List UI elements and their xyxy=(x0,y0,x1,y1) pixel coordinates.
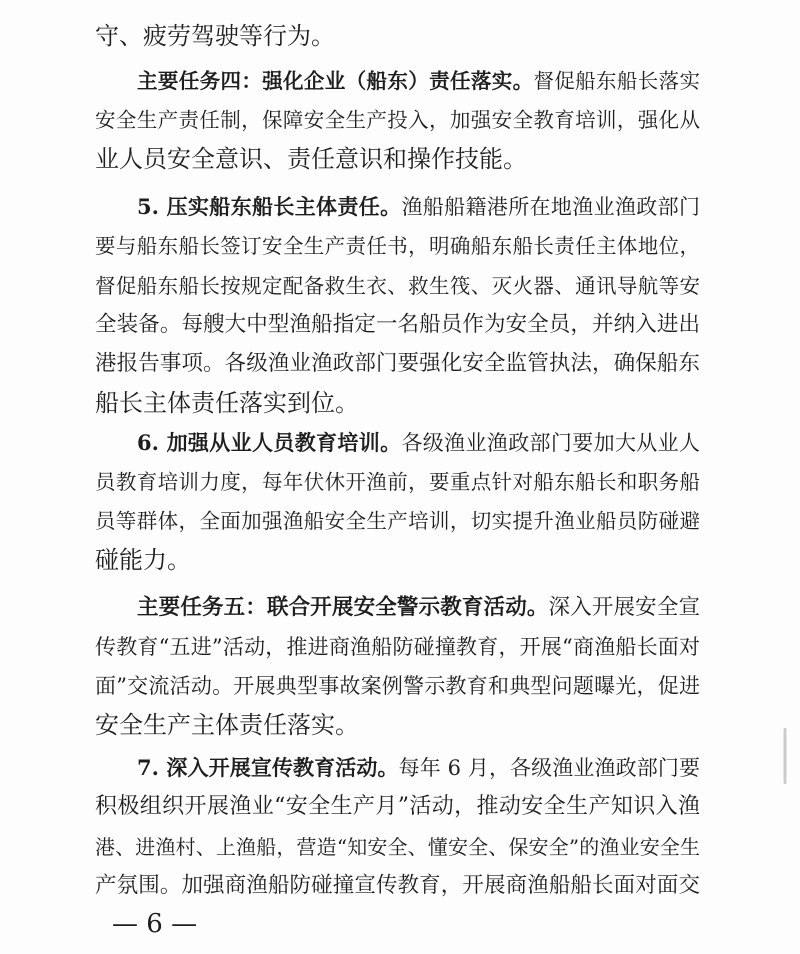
line-text: 督促船东船长按规定配备救生衣、救生筏、灭火器、通讯导航等安 xyxy=(95,274,700,298)
text-line xyxy=(95,706,700,744)
line-text: 守、疲劳驾驶等行为。 xyxy=(95,22,335,50)
text-line xyxy=(95,267,700,305)
text-line xyxy=(95,384,700,422)
line-text: 船长主体责任落实到位。 xyxy=(95,389,359,417)
task-four-heading: 主要任务四：强化企业（船东）责任落实。 xyxy=(137,69,534,93)
item-heading-line xyxy=(137,749,700,787)
line-text: 员教育培训力度，每年伏休开渔前，要重点针对船东船长和职务船 xyxy=(95,470,700,494)
task-heading-line xyxy=(137,62,700,100)
text-line xyxy=(95,17,700,55)
text-line xyxy=(95,306,700,344)
task-heading-line xyxy=(137,589,700,627)
text-line xyxy=(95,788,700,826)
text-line xyxy=(95,502,700,540)
line-text: 渔船船籍港所在地渔业渔政部门 xyxy=(401,195,701,219)
line-text: 安全生产责任制，保障安全生产投入，加强安全教育培训，强化从 xyxy=(95,108,700,132)
text-line xyxy=(95,345,700,383)
line-text: 碰能力。 xyxy=(95,546,191,574)
item-heading-line xyxy=(137,424,700,462)
line-text: 安全生产主体责任落实。 xyxy=(95,711,359,739)
line-text: 积极组织开展渔业“安全生产月”活动，推动安全生产知识入渔 xyxy=(95,794,700,819)
line-text: 各级渔业渔政部门要加大从业人 xyxy=(401,431,701,455)
text-line xyxy=(95,463,700,501)
line-text: 员等群体，全面加强渔船安全生产培训，切实提升渔业船员防碰避 xyxy=(95,509,700,533)
text-line xyxy=(95,867,700,905)
line-text: 港、进渔村、上渔船，营造“知安全、懂安全、保安全”的渔业安全生 xyxy=(95,835,700,859)
text-line xyxy=(95,227,700,265)
line-text: 产氛围。加强商渔船防碰撞宣传教育，开展商渔船船长面对面交 xyxy=(95,873,700,898)
line-text: 每年 6 月，各级渔业渔政部门要 xyxy=(398,756,700,780)
scan-edge-mark xyxy=(783,728,787,784)
line-text: 全装备。每艘大中型渔船指定一名船员作为安全员，并纳入进出 xyxy=(95,312,700,337)
item-six-heading: 6. 加强从业人员教育培训。 xyxy=(137,430,402,455)
text-line xyxy=(95,541,700,579)
text-line xyxy=(95,140,700,178)
line-text: 要与船东船长签订安全生产责任书，明确船东船长责任主体地位， xyxy=(95,234,700,258)
line-text: 面”交流活动。开展典型事故案例警示教育和典型问题曝光，促进 xyxy=(95,674,700,698)
item-five-heading: 5. 压实船东船长主体责任。 xyxy=(137,194,402,219)
text-line xyxy=(95,101,700,139)
item-seven-heading: 7. 深入开展宣传教育活动。 xyxy=(137,755,399,780)
text-line xyxy=(95,628,700,666)
page-number: — 6 — xyxy=(112,909,198,939)
line-text: 传教育“五进”活动，推进商渔船防碰撞教育，开展“商渔船长面对 xyxy=(95,635,700,659)
task-five-heading: 主要任务五：联合开展安全警示教育活动。 xyxy=(137,595,549,620)
line-text: 深入开展安全宣 xyxy=(548,595,700,620)
item-heading-line xyxy=(137,188,700,226)
line-text: 港报告事项。各级渔业渔政部门要强化安全监管执法，确保船东 xyxy=(95,351,700,376)
text-line xyxy=(95,667,700,705)
line-text: 业人员安全意识、责任意识和操作技能。 xyxy=(95,145,527,173)
line-text: 督促船东船长落实 xyxy=(533,69,701,93)
text-line xyxy=(95,828,700,866)
